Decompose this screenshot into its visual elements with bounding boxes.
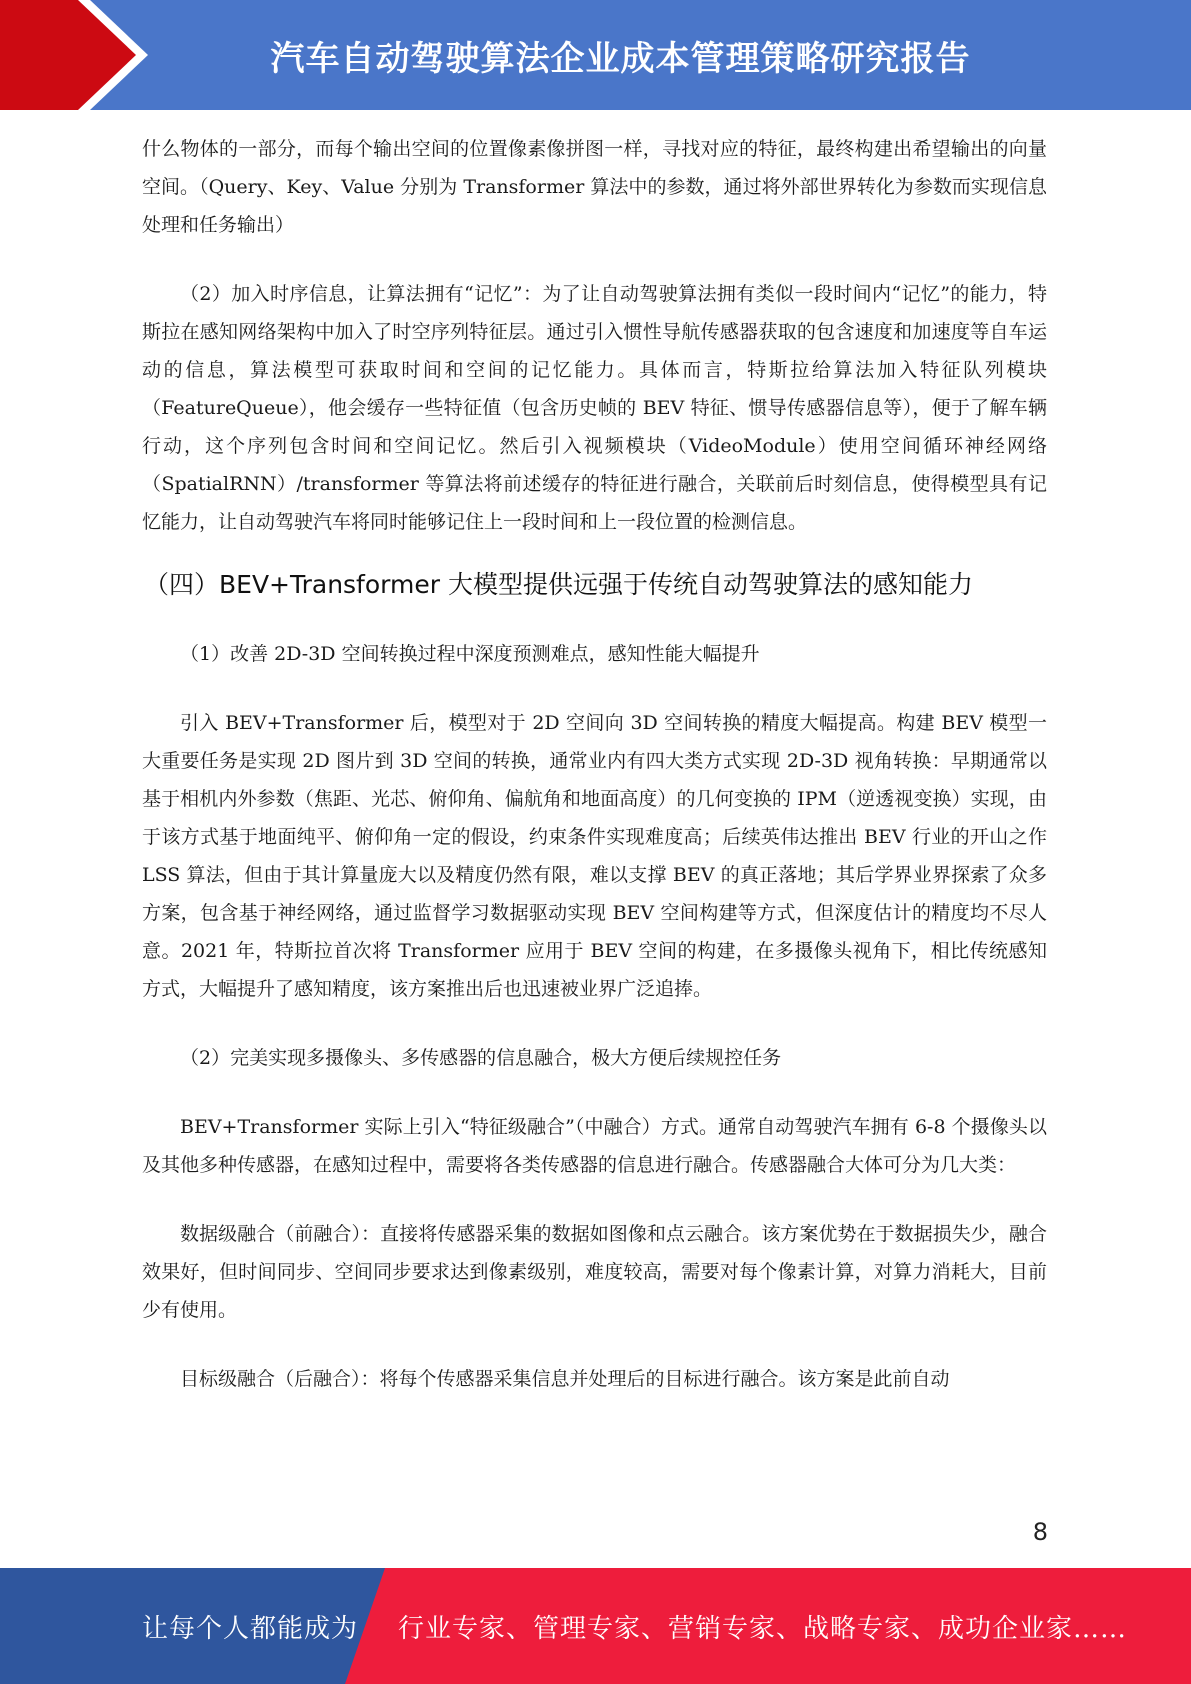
- paragraph-feature-fusion: BEV+Transformer 实际上引入“特征级融合”（中融合）方式。通常自动驾驶汽车拥有 6-8 个摄像头以及其他多种传感器，在感知过程中，需要将各类传感器的信息进行融合。传感器融合大体可分为几大类：: [142, 1116, 1047, 1176]
- paragraph-target-fusion: 目标级融合（后融合）：将每个传感器采集信息并处理后的目标进行融合。该方案是此前自动: [180, 1368, 950, 1390]
- report-title: 汽车自动驾驶算法企业成本管理策略研究报告: [270, 38, 971, 79]
- subheading-1: （1）改善 2D-3D 空间转换过程中深度预测难点，感知性能大幅提升: [180, 643, 760, 665]
- paragraph-2d-3d: 引入 BEV+Transformer 后，模型对于 2D 空间向 3D 空间转换的精度大幅提高。构建 BEV 模型一大重要任务是实现 2D 图片到 3D 空间的转换，通常业内有四大类方式实现 2D-3D 视角转换：早期通常以基于相机内外参数（焦距、光芯、俯仰角、偏航角和地面高度）的几何变换的 IPM（逆透视变换）实现，由于该方式基于地面纯平、俯仰角一定的假设，约束条件实现难度高；后续英伟达推出 BEV 行业的开山之作 LSS 算法，但由于其计算量庞大以及精度仍然有限，难以支撑 BEV 的真正落地；其后学界业界探索了众多方案，包含基于神经网络，通过监督学习数据驱动实现 BEV 空间构建等方式，但深度估计的精度均不尽人意。2021 年，特斯拉首次将 Transformer 应用于 BEV 空间的构建，在多摄像头视角下，相比传统感知方式，大幅提升了感知精度，该方案推出后也迅速被业界广泛追捧。: [142, 712, 1047, 1000]
- page-header: [0, 0, 1191, 110]
- paragraph-continuation: 什么物体的一部分，而每个输出空间的位置像素像拼图一样，寻找对应的特征，最终构建出希望输出的向量空间。（Query、Key、Value 分别为 Transformer 算法中的参数，通过将外部世界转化为参数而实现信息处理和任务输出）: [142, 138, 1047, 236]
- page-footer: [0, 1568, 1191, 1684]
- footer-slogan-left: 让每个人都能成为: [142, 1613, 359, 1644]
- paragraph-temporal-info: （2）加入时序信息，让算法拥有“记忆”：为了让自动驾驶算法拥有类似一段时间内“记忆”的能力，特斯拉在感知网络架构中加入了时空序列特征层。通过引入惯性导航传感器获取的包含速度和加速度等自车运动的信息，算法模型可获取时间和空间的记忆能力。具体而言，特斯拉给算法加入特征队列模块（FeatureQueue），他会缓存一些特征值（包含历史帧的 BEV 特征、惯导传感器信息等），便于了解车辆行动，这个序列包含时间和空间记忆。然后引入视频模块（VideoModule）使用空间循环神经网络（SpatialRNN）/transformer 等算法将前述缓存的特征进行融合，关联前后时刻信息，使得模型具有记忆能力，让自动驾驶汽车将同时能够记住上一段时间和上一段位置的检测信息。: [142, 283, 1047, 533]
- section-heading: （四）BEV+Transformer 大模型提供远强于传统自动驾驶算法的感知能力: [144, 570, 973, 599]
- subheading-2: （2）完美实现多摄像头、多传感器的信息融合，极大方便后续规控任务: [180, 1047, 782, 1069]
- page-number: 8: [1032, 1518, 1048, 1546]
- paragraph-data-fusion: 数据级融合（前融合）：直接将传感器采集的数据如图像和点云融合。该方案优势在于数据损失少，融合效果好，但时间同步、空间同步要求达到像素级别，难度较高，需要对每个像素计算，对算力消耗大，目前少有使用。: [142, 1223, 1047, 1321]
- footer-slogan-right: 行业专家、管理专家、营销专家、战略专家、成功企业家……: [398, 1613, 1128, 1644]
- page-body: [142, 130, 1047, 1398]
